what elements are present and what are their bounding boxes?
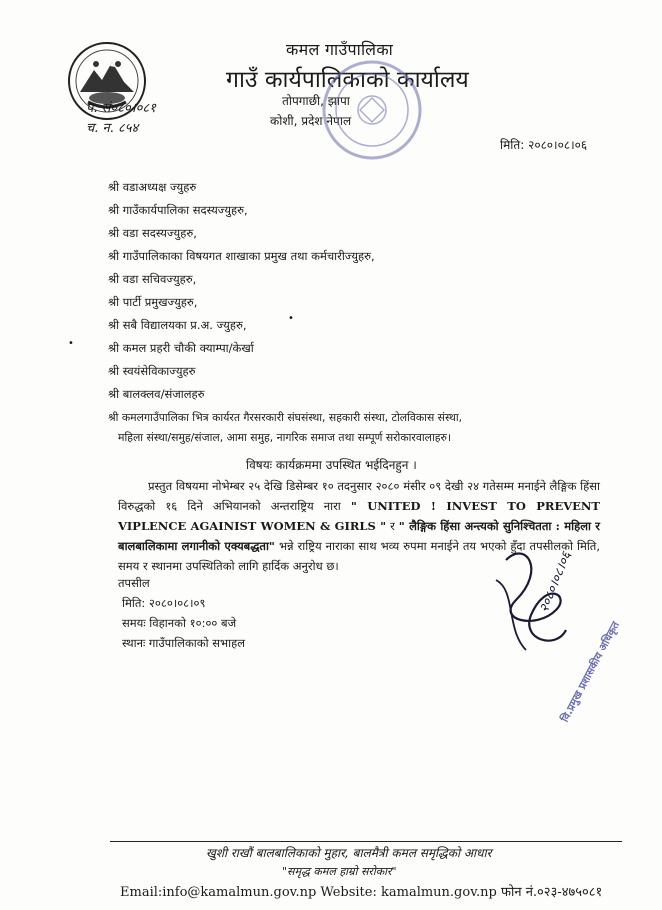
recipient-line: श्री वडा सचिवज्युहरु,	[108, 272, 197, 286]
body-connector: र	[390, 519, 395, 533]
slogan-nepali: " लैङ्गिक हिंसा अन्त्यको सुनिश्चितता : महिला र बालबालिकामा लगानीको एक्यबद्धता"	[118, 519, 601, 553]
body-text-request: भन्ने राष्ट्रिय नाराका साथ भव्य रुपमा मनाईने तय भएको हुँदा तपसीलको मिति, समय र स्थानमा उपस्थितिको लागि हार्दिक अनुरोध छ।	[118, 539, 601, 573]
footer-divider	[110, 841, 622, 842]
letter-number: प. सं०८०।०८१	[86, 101, 156, 116]
details-heading: तपसील	[118, 576, 150, 590]
office-location: तोपगाछी, झापा	[282, 94, 350, 108]
footer-tagline: "समृद्ध कमल हाम्रो सरोकार"	[282, 865, 397, 878]
recipient-line: श्री स्वयंसेविकाज्युहरु	[108, 364, 196, 378]
event-time: समयः विहानको १०:०० बजे	[122, 616, 237, 630]
recipient-line: श्री कमलगाउँपालिका भित्र कार्यरत गैरसरकारी संघसंस्था, सहकारी संस्था, टोलविकास संस्था,	[108, 411, 463, 424]
recipient-line: श्री वडाअध्यक्ष ज्युहरु	[108, 180, 197, 194]
event-venue: स्थानः गाउँपालिकाको सभाहल	[122, 636, 245, 650]
office-name: गाउँ कार्यपालिकाको कार्यालय	[226, 67, 469, 93]
office-stamp-icon	[320, 58, 424, 162]
footer-motto: खुशी राखौं बालबालिकाको मुहार, बालमैत्री कमल समृद्धिको आधार	[206, 846, 492, 860]
footer-contact: Email:info@kamalmun.gov.np Website: kamalmun.gov.np फोन नं.०२३-४७५०८१	[120, 885, 603, 900]
letter-date: मिति: २०८०।०८।०६	[500, 138, 588, 152]
office-province: कोशी, प्रदेश नेपाल	[270, 114, 352, 128]
recipient-line: श्री बालक्लव/संजालहरु	[108, 387, 205, 401]
recipient-line: श्री गाउँपालिकाका विषयगत शाखाका प्रमुख तथा कर्मचारीज्युहरु,	[108, 249, 375, 263]
municipality-name: कमल गाउँपालिका	[286, 40, 394, 59]
subject-line: विषयः कार्यक्रममा उपस्थित भईदिनहुन ।	[246, 458, 417, 472]
speck-mark: •	[288, 313, 294, 324]
recipient-line: श्री सबै विद्यालयका प्र.अ. ज्युहरु,	[108, 318, 247, 332]
slogan-english: " UNITED ! INVEST TO PREVENT VIPLENCE AGAINIST WOMEN & GIRLS "	[118, 499, 600, 533]
body-text-intro: प्रस्तुत विषयमा नोभेम्बर २५ देखि डिसेम्बर १० तदनुसार २०८० मंसीर ०९ देखी २४ गतेसम्म मनाईने लैङ्गिक हिंसा विरुद्धको १६ दिने अभियानको अन्तराष्ट्रिय नारा	[118, 479, 600, 513]
recipient-line: श्री पार्टी प्रमुखज्युहरु,	[108, 295, 198, 309]
signature-date: २०८०।०८।०६	[536, 549, 575, 615]
dispatch-number: च. न. ८५४	[86, 121, 139, 136]
event-date: मिति: २०८०।०८।०९	[122, 596, 206, 610]
signatory-title: वि.प्रमुख प्रशासकीय अधिकृत	[558, 619, 622, 725]
recipient-line: श्री कमल प्रहरी चौकी क्याम्पा/केर्खा	[108, 341, 254, 355]
recipient-line: श्री वडा सदस्यज्युहरु,	[108, 226, 197, 240]
recipient-line: श्री गाउँकार्यपालिका सदस्यज्युहरु,	[108, 203, 248, 217]
signature-block	[486, 540, 622, 725]
recipient-line: महिला संस्था/समुह/संजाल, आमा समुह, नागरिक समाज तथा सम्पूर्ण सरोकारवालाहरु।	[118, 431, 452, 444]
speck-mark: •	[68, 338, 74, 349]
